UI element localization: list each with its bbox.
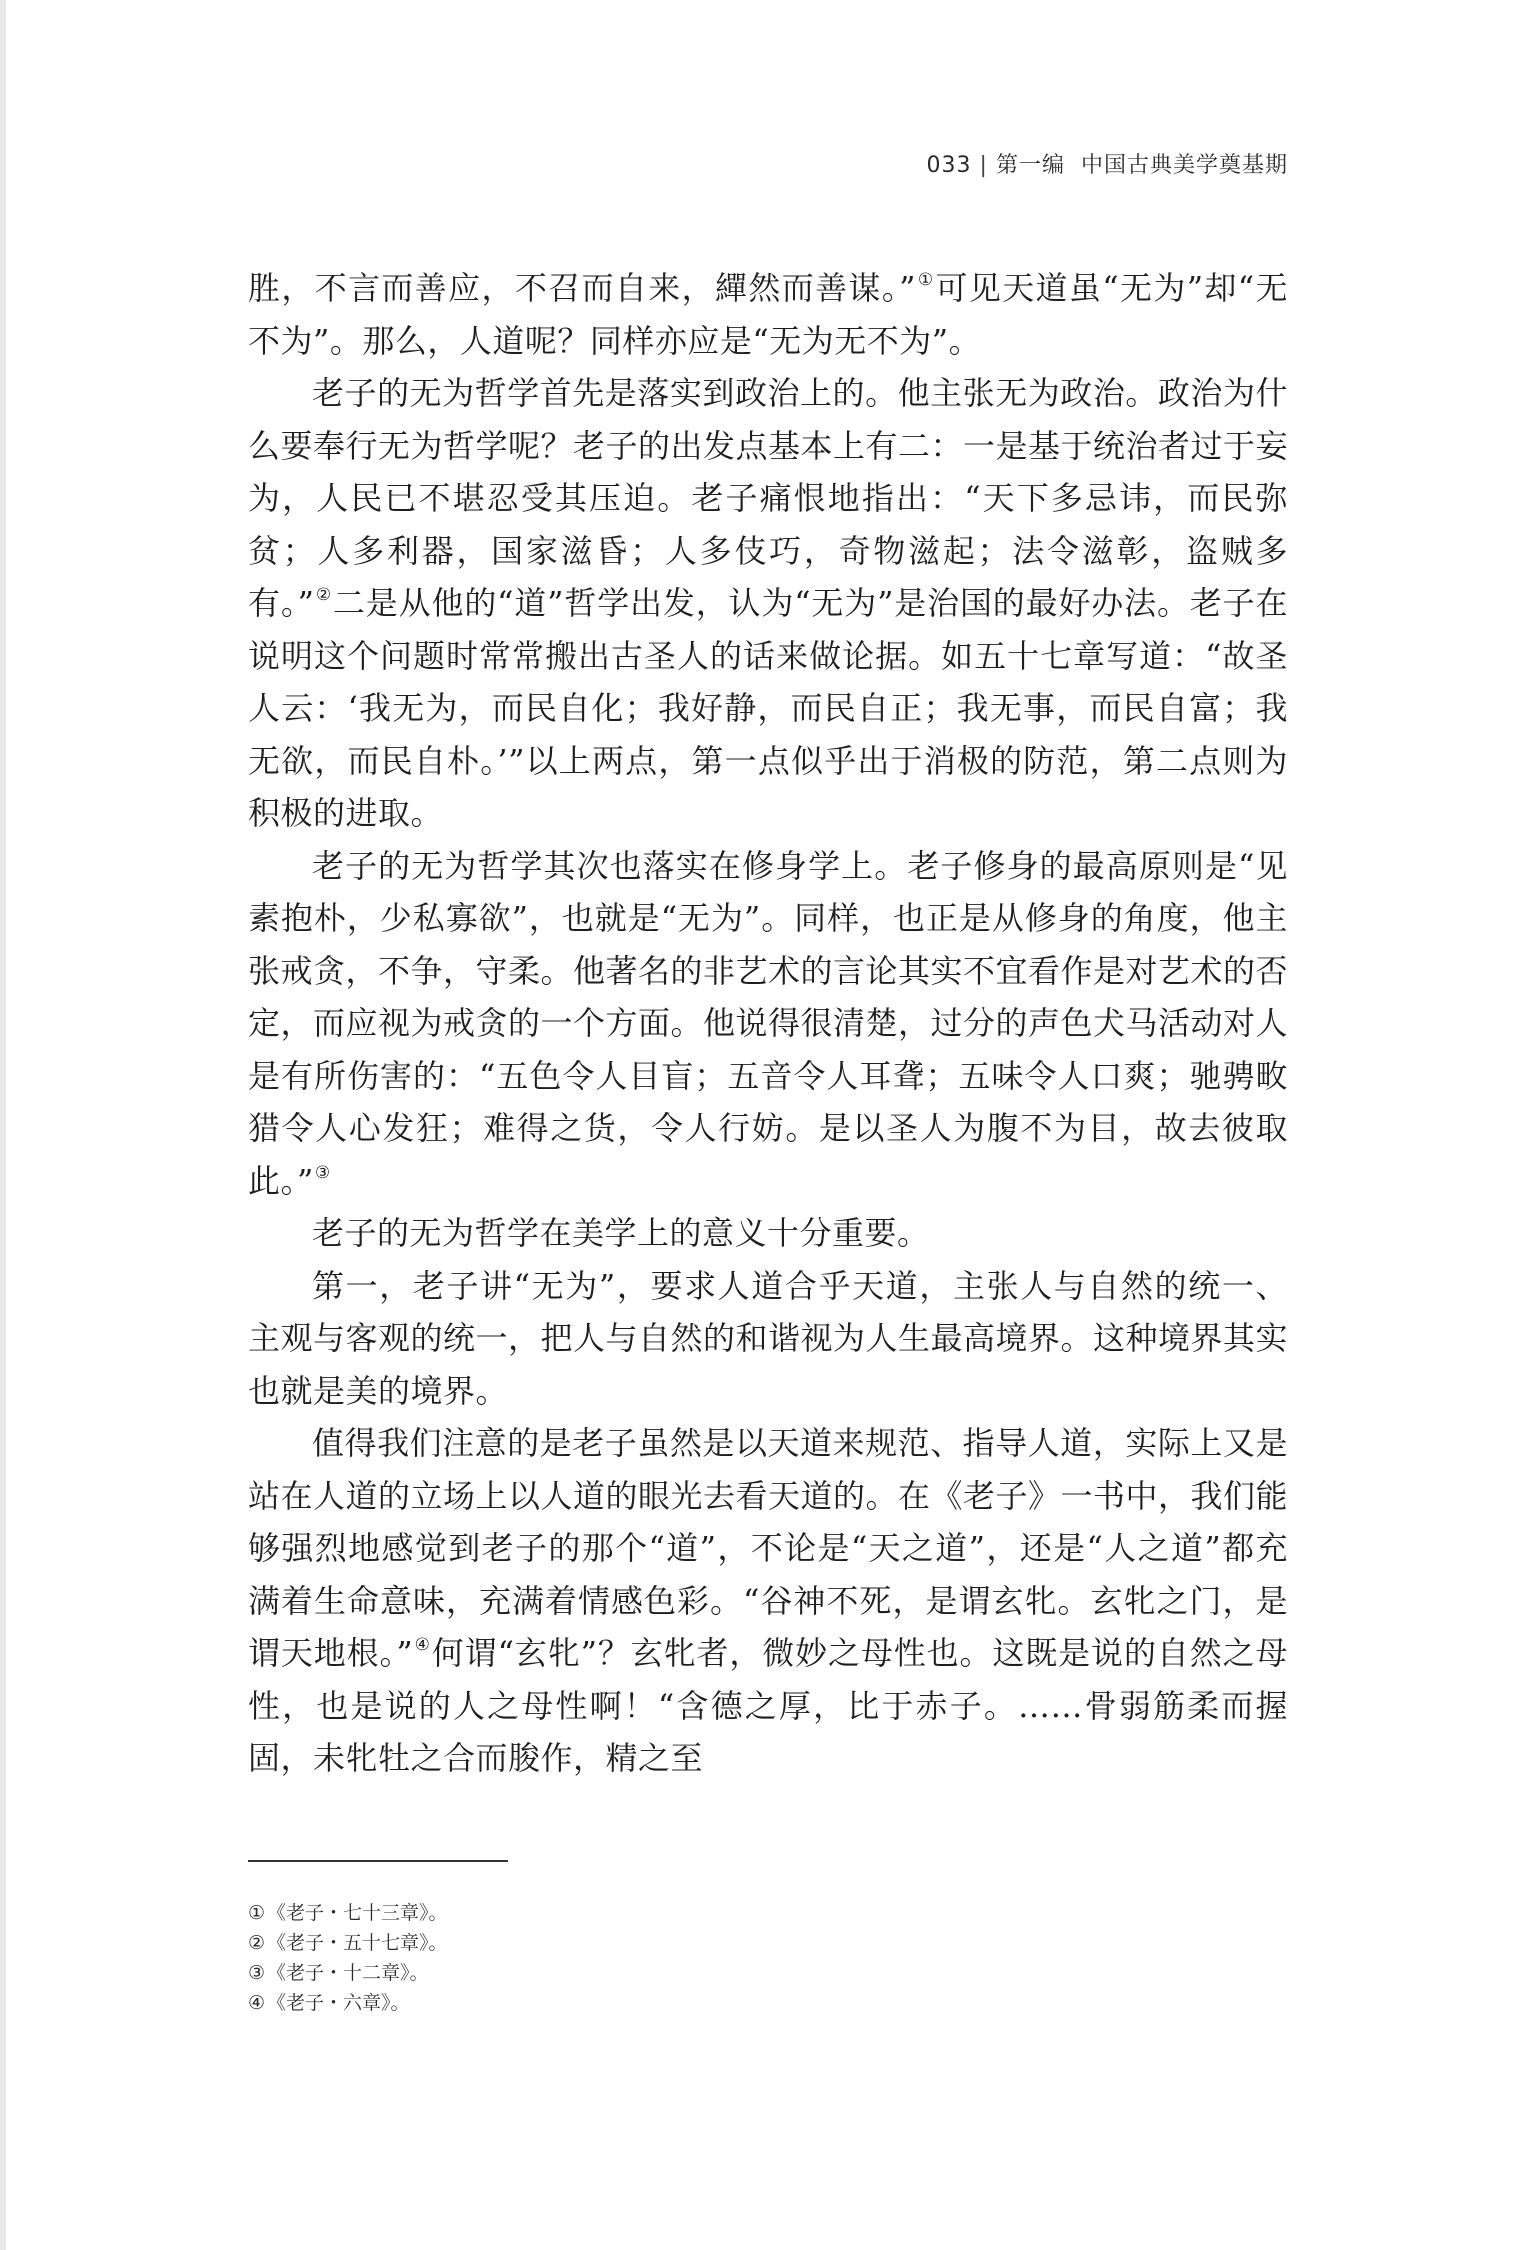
paragraph-text: 老子的无为哲学在美学上的意义十分重要。 <box>312 1214 930 1252</box>
paragraph-text: 胜，不言而善应，不召而自来，繟然而善谋。” <box>248 269 917 307</box>
section-title: 中国古典美学奠基期 <box>1080 153 1288 178</box>
paragraph-text: 老子的无为哲学其次也落实在修身学上。老子修身的最高原则是“见素抱朴，少私寡欲”，也就是“无为”。同样，也正是从修身的角度，他主张戒贪，不争，守柔。他著名的非艺术的言论其实不宜看作是对艺术的否定，而应视为戒贪的一个方面。他说得很清楚，过分的声色犬马活动对人是有所伤害的：“五色令人目盲；五音令人耳聋；五味令人口爽；驰骋畋猎令人心发狂；难得之货，令人行妨。是以圣人为腹不为目，故去彼取此。” <box>248 846 1289 1200</box>
footnote-reference[interactable]: ④ <box>414 1635 431 1655</box>
paragraph <box>248 1207 1288 1260</box>
footnote-reference[interactable]: ③ <box>314 1162 331 1183</box>
footnote-text: 《老子・六章》。 <box>267 1992 410 2014</box>
paragraph <box>248 1417 1288 1785</box>
part-label: 第一编 <box>995 153 1065 178</box>
paragraph <box>248 367 1288 840</box>
paragraph-text: 二是从他的“道”哲学出发，认为“无为”是治国的最好办法。老子在说明这个问题时常常搬出古圣人的话来做论据。如五十七章写道：“故圣人云：‘我无为，而民自化；我好静，而民自正；我无事，而民自富；我无欲，而民自朴。’”以上两点，第一点似乎出于消极的防范，第二点则为积极的进取。 <box>248 584 1288 832</box>
footnote-mark: ① <box>248 1902 266 1924</box>
paragraph <box>248 840 1288 1208</box>
footnote-reference[interactable]: ① <box>917 270 935 290</box>
header-separator: | <box>979 153 988 178</box>
footnote-text: 《老子・五十七章》。 <box>267 1932 448 1954</box>
footnote <box>248 1958 1288 1988</box>
page-number: 033 <box>926 153 972 178</box>
footnotes <box>248 1898 1288 2018</box>
body-text <box>248 262 1288 1785</box>
footnote-mark: ③ <box>248 1962 266 1984</box>
paragraph-text: 值得我们注意的是老子虽然是以天道来规范、指导人道，实际上又是站在人道的立场上以人道的眼光去看天道的。在《老子》一书中，我们能够强烈地感觉到老子的那个“道”，不论是“天之道”，还是“人之道”都充满着生命意味，充满着情感色彩。“谷神不死，是谓玄牝。玄牝之门，是谓天地根。” <box>248 1424 1289 1672</box>
page-edge <box>0 0 6 2250</box>
paragraph <box>248 1260 1288 1418</box>
paragraph-text: 何谓“玄牝”？玄牝者，微妙之母性也。这既是说的自然之母性，也是说的人之母性啊！“含德之厚，比于赤子。……骨弱筋柔而握固，未牝牡之合而朘作，精之至 <box>248 1634 1288 1777</box>
footnote-rule <box>248 1860 508 1862</box>
running-header <box>927 148 1288 179</box>
footnote <box>248 1988 1288 2018</box>
paragraph <box>248 262 1288 367</box>
footnote-mark: ④ <box>248 1992 266 2014</box>
paragraph-text: 老子的无为哲学首先是落实到政治上的。他主张无为政治。政治为什么要奉行无为哲学呢？老子的出发点基本上有二：一是基于统治者过于妄为，人民已不堪忍受其压迫。老子痛恨地指出：“天下多忌讳，而民弥贫；人多利器，国家滋昏；人多伎巧，奇物滋起；法令滋彰，盗贼多有。” <box>248 374 1289 622</box>
paragraph-text: 可见天道虽“无为”却“无不为”。那么，人道呢？同样亦应是“无为无不为”。 <box>248 269 1288 360</box>
footnote <box>248 1928 1288 1958</box>
footnote-mark: ② <box>248 1932 266 1954</box>
paragraph-text: 第一，老子讲“无为”，要求人道合乎天道，主张人与自然的统一、主观与客观的统一，把人与自然的和谐视为人生最高境界。这种境界其实也就是美的境界。 <box>248 1266 1289 1410</box>
footnote-reference[interactable]: ② <box>315 585 332 605</box>
footnote-text: 《老子・十二章》。 <box>267 1962 429 1984</box>
footnote <box>248 1898 1288 1928</box>
footnote-text: 《老子・七十三章》。 <box>267 1902 448 1924</box>
